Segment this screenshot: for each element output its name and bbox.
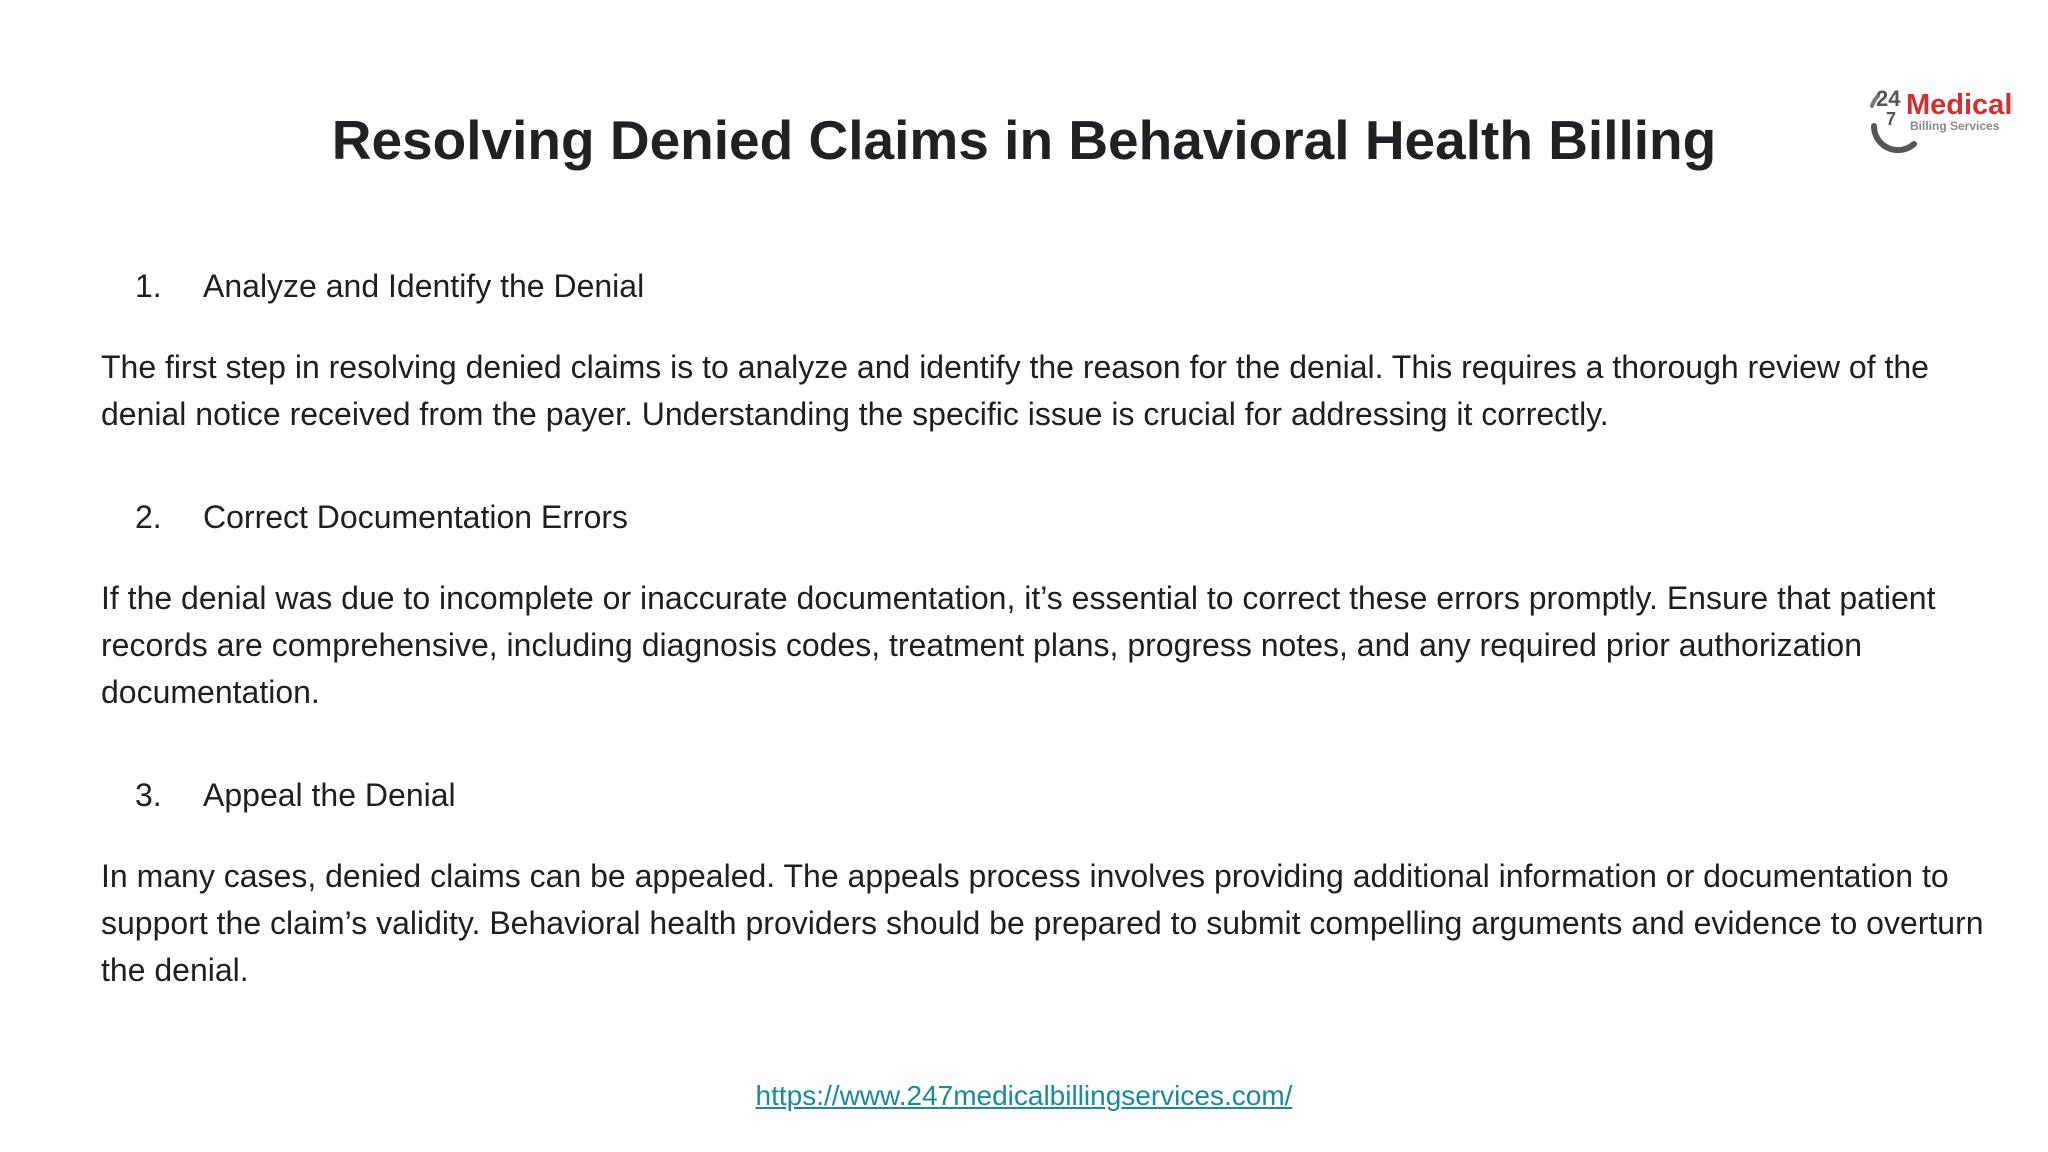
company-logo [1862, 84, 2026, 162]
footer-link-container [0, 1080, 2048, 1112]
section-paragraph-1: The first step in resolving denied claims is to analyze and identify the reason for the denial. This requires a thorough review of the denial notice received from the payer. Understanding the specific issue is crucial for addressing it correctly. [101, 349, 1929, 432]
website-link[interactable]: https://www.247medicalbillingservices.com/ [755, 1080, 1293, 1111]
section-heading-text: Analyze and Identify the Denial [203, 268, 645, 304]
section-number: 2. [135, 499, 162, 535]
logo-number-suffix: 7 [1886, 109, 1897, 129]
logo-subtitle: Billing Services [1910, 119, 2000, 133]
section-heading-3 [135, 775, 456, 815]
section-number: 1. [135, 268, 162, 304]
section-number: 3. [135, 777, 162, 813]
section-heading-2 [135, 497, 628, 537]
slide-title: Resolving Denied Claims in Behavioral Health Billing [331, 109, 1717, 171]
section-paragraph-3: In many cases, denied claims can be appealed. The appeals process involves providing additional information or documentation to support the claim’s validity. Behavioral health providers should be prepared to submit compelling arguments and evidence to overturn the denial. [101, 858, 1984, 988]
logo-name: Medical [1906, 89, 2013, 121]
section-heading-1 [135, 266, 644, 306]
section-paragraph-2: If the denial was due to incomplete or inaccurate documentation, it’s essential to correct these errors promptly. Ensure that patient records are comprehensive, including diagnosis codes, treatment plans, progress notes, and any required prior authorization documentation. [101, 580, 1936, 710]
logo-number: 24 [1876, 86, 1901, 111]
section-heading-text: Correct Documentation Errors [203, 499, 629, 535]
section-heading-text: Appeal the Denial [203, 777, 456, 813]
